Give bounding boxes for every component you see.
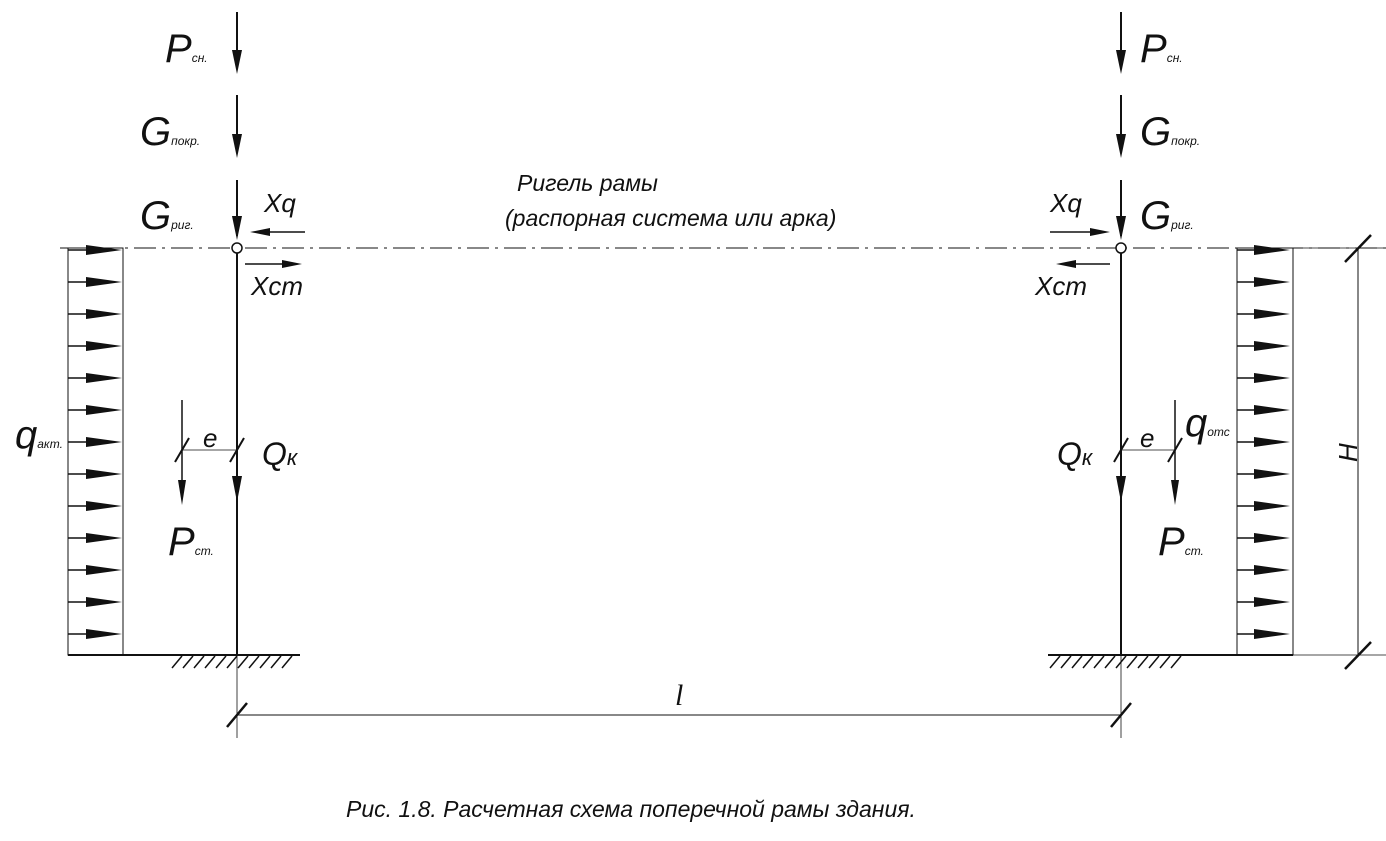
left-wind-arrow (68, 629, 122, 639)
beam-subtitle: (распорная система или арка) (505, 205, 837, 231)
left-wind-arrow (68, 437, 122, 447)
left-wall-load-label: Pст. (168, 520, 214, 564)
right-wind-arrow (1237, 565, 1290, 575)
right-wind-arrow (1237, 405, 1290, 415)
left-eccentricity-label: e (203, 423, 218, 453)
left-wind-arrow (68, 501, 122, 511)
right-xst-label: Xcm (1035, 271, 1087, 301)
left-support-hatch (172, 656, 292, 668)
right-wind-arrow (1237, 309, 1290, 319)
left-wind-arrow (68, 597, 122, 607)
right-wind-arrow (1237, 533, 1290, 543)
right-wind-arrow (1237, 437, 1290, 447)
left-wind-arrow (68, 277, 122, 287)
hatch-stroke (282, 656, 292, 668)
left-wind-arrow (68, 405, 122, 415)
left-wind-arrows (68, 245, 122, 639)
hatch-stroke (1072, 656, 1082, 668)
hatch-stroke (1160, 656, 1170, 668)
hatch-stroke (183, 656, 193, 668)
hatch-stroke (271, 656, 281, 668)
hatch-stroke (194, 656, 204, 668)
hatch-stroke (260, 656, 270, 668)
right-support-hatch (1050, 656, 1181, 668)
hatch-stroke (172, 656, 182, 668)
hatch-stroke (1127, 656, 1137, 668)
height-label: H (1333, 443, 1363, 462)
right-girder-load-label: Gриг. (1140, 194, 1194, 238)
hatch-stroke (1050, 656, 1060, 668)
hatch-stroke (1149, 656, 1159, 668)
right-wind-arrow (1237, 501, 1290, 511)
right-wind-arrow (1237, 469, 1290, 479)
left-wind-arrow (68, 469, 122, 479)
left-top-load-arrows (232, 12, 242, 240)
left-crane-load-label: Qк (262, 436, 298, 472)
left-wind-arrow (68, 245, 122, 255)
right-wind-arrow (1237, 597, 1290, 607)
right-eccentricity-label: e (1140, 423, 1155, 453)
hatch-stroke (1094, 656, 1104, 668)
hatch-stroke (1083, 656, 1093, 668)
right-hinge (1116, 243, 1126, 253)
left-wind-label: qакт. (15, 413, 63, 457)
figure-caption: Рис. 1.8. Расчетная схема поперечной рамы здания. (346, 796, 916, 822)
left-snow-load-label: Pсн. (165, 27, 208, 71)
right-wind-arrow (1237, 629, 1290, 639)
right-wind-label: qотс (1185, 401, 1230, 445)
left-xst-label: Xcm (251, 271, 303, 301)
hatch-stroke (1138, 656, 1148, 668)
right-crane-load-label: Qк (1057, 436, 1093, 472)
left-xq-label: Xq (264, 188, 296, 218)
hatch-stroke (227, 656, 237, 668)
left-wind-load-box (68, 248, 123, 655)
right-wind-load-box (1237, 248, 1293, 655)
right-xq-label: Xq (1050, 188, 1082, 218)
hatch-stroke (205, 656, 215, 668)
right-snow-load-label: Pсн. (1140, 27, 1183, 71)
left-roof-load-label: Gпокр. (140, 110, 201, 154)
right-top-load-arrows (1116, 12, 1126, 240)
left-girder-load-label: Gриг. (140, 194, 194, 238)
right-roof-load-label: Gпокр. (1140, 110, 1201, 154)
right-wind-arrows (1237, 245, 1290, 639)
right-wind-arrow (1237, 277, 1290, 287)
hatch-stroke (249, 656, 259, 668)
left-wind-arrow (68, 341, 122, 351)
right-wind-arrow (1237, 341, 1290, 351)
left-wind-arrow (68, 373, 122, 383)
hatch-stroke (216, 656, 226, 668)
hatch-stroke (1105, 656, 1115, 668)
beam-title: Ригель рамы (517, 170, 658, 196)
right-wind-arrow (1237, 373, 1290, 383)
right-wind-arrow (1237, 245, 1290, 255)
right-wall-load-label: Pст. (1158, 520, 1204, 564)
left-wind-arrow (68, 565, 122, 575)
hatch-stroke (1061, 656, 1071, 668)
hatch-stroke (238, 656, 248, 668)
left-wind-arrow (68, 309, 122, 319)
hatch-stroke (1171, 656, 1181, 668)
left-wind-arrow (68, 533, 122, 543)
span-label: l (675, 679, 684, 712)
left-hinge (232, 243, 242, 253)
